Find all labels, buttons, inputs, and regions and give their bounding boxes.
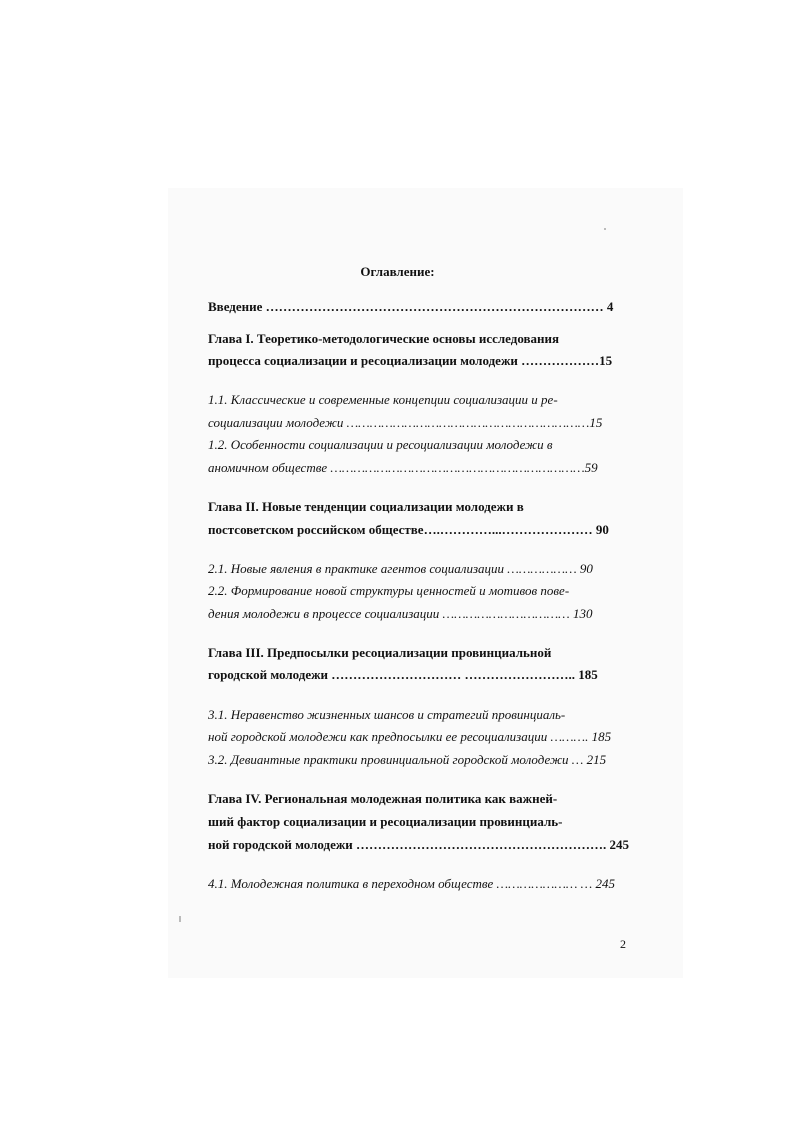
toc-ch2-line1: Глава II. Новые тенденции социализации молодежи в	[208, 499, 524, 514]
toc-s2-2-line2: дения молодежи в процессе социализации …………………………… 130	[208, 606, 593, 621]
toc-intro: Введение …………………………………………………………………… 4	[208, 299, 614, 314]
toc-s3-2: 3.2. Девиантные практики провинциальной городской молодежи … 215	[208, 752, 607, 767]
page-number: 2	[620, 937, 626, 951]
toc-s3-1-line1: 3.1. Неравенство жизненных шансов и стратегий провинциаль-	[208, 707, 566, 722]
toc-ch4-line1: Глава IV. Региональная молодежная политика как важней-	[208, 791, 558, 806]
toc-ch3-line1: Глава III. Предпосылки ресоциализации провинциальной	[208, 645, 552, 660]
toc-s2-2-line1: 2.2. Формирование новой структуры ценностей и мотивов пове-	[208, 583, 570, 598]
toc-ch4-line3: ной городской молодежи …………………………………………………. 245	[208, 837, 630, 852]
toc-ch1-line2: процесса социализации и ресоциализации молодежи ………………15	[208, 353, 613, 368]
toc-ch3-line2: городской молодежи ………………………… …………………….. 185	[208, 667, 598, 682]
toc-s3-1-line2: ной городской молодежи как предпосылки ее ресоциализации ………. 185	[208, 729, 612, 744]
toc-ch4-line2: ший фактор социализации и ресоциализации провинциаль-	[208, 814, 563, 829]
toc-title: Оглавление:	[360, 264, 435, 279]
toc-s1-1-line1: 1.1. Классические и современные концепции социализации и ре-	[208, 392, 558, 407]
toc-s2-1: 2.1. Новые явления в практике агентов социализации ……………… 90	[208, 561, 593, 576]
toc-ch1-line1: Глава I. Теоретико-методологические основы исследования	[208, 331, 560, 346]
toc-s1-2-line2: аномичном обществе …………………………………………………………59	[208, 460, 598, 475]
toc-s1-1-line2: социализации молодежи ………………………………………………………15	[208, 415, 603, 430]
toc-ch2-line2: постсоветском российском обществе….…………...………………… 90	[208, 522, 609, 537]
toc-s1-2-line1: 1.2. Особенности социализации и ресоциализации молодежи в	[208, 437, 553, 452]
scan-speck	[604, 228, 606, 230]
scan-speck	[179, 916, 181, 922]
toc-s4-1: 4.1. Молодежная политика в переходном обществе ………………… … 245	[208, 876, 615, 891]
